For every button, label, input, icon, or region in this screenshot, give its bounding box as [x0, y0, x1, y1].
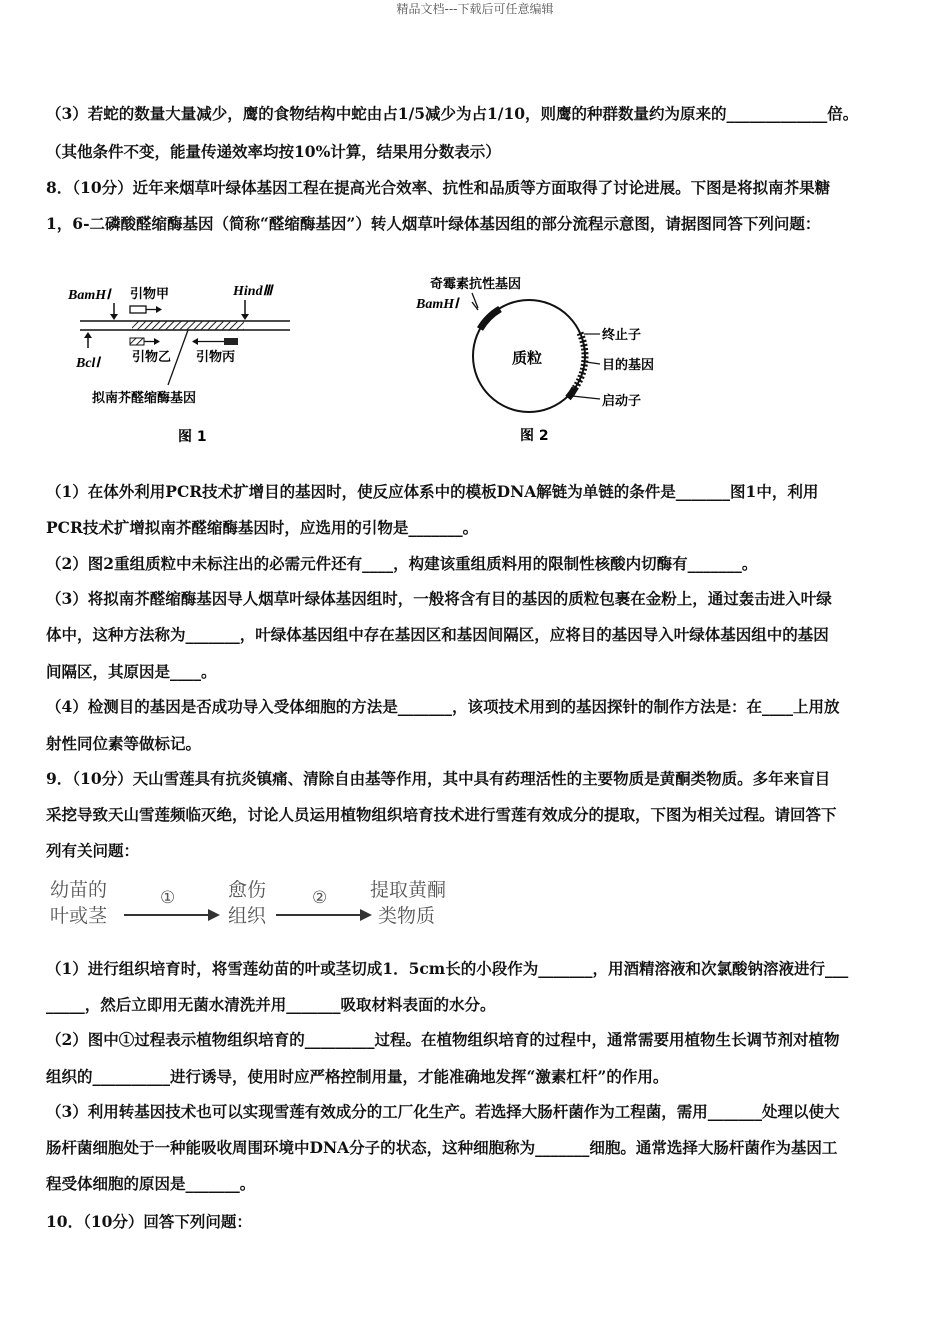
question-9-3: （3）利用转基因技术也可以实现雪莲有效成分的工厂化生产。若选择大肠杆菌作为工程菌，需用_______处理以使大	[46, 1102, 840, 1121]
figure-2-caption: 图 2	[520, 428, 549, 444]
question-9-stem: 采挖导致天山雪莲频临灭绝，讨论人员运用植物组织培育技术进行雪莲有效成分的提取，下图为相关过程。请回答下	[46, 805, 837, 824]
gene-segment	[132, 321, 244, 330]
bamhi-label: BamHⅠ	[68, 288, 111, 303]
flow-diagram	[50, 876, 470, 932]
flow-step-2: 愈伤	[228, 879, 267, 901]
question-8-1: PCR技术扩增拟南芥醛缩酶基因时，应选用的引物是_______。	[46, 518, 479, 537]
flow-step-3: 提取黄酮	[370, 879, 447, 901]
figure-1-caption: 图 1	[178, 429, 207, 445]
plasmid-label: 质粒	[512, 349, 543, 367]
flow-arrow-2-head	[360, 909, 372, 921]
kan-label: 奇霉素抗性基因	[430, 277, 522, 292]
question-9-stem: 9．（10分）天山雪莲具有抗炎镇痛、清除自由基等作用，其中具有药理活性的主要物质是黄酮类物质。多年来盲目	[46, 769, 831, 788]
bcl-label: BclⅠ	[76, 356, 100, 371]
flow-step-3: 类物质	[378, 905, 436, 927]
flow-arrow-1-head	[208, 909, 220, 921]
flow-arrow-1	[124, 914, 210, 916]
flow-step-1: 幼苗的	[50, 879, 108, 901]
question-9-3: 肠杆菌细胞处于一种能吸收周围环境中DNA分子的状态，这种细胞称为_______细胞。通常选择大肠杆菌作为基因工	[46, 1138, 838, 1157]
primer-c-label: 引物丙	[196, 350, 236, 365]
question-8-3: 间隔区，其原因是____。	[46, 662, 217, 681]
question-9-1: （1）进行组织培育时，将雪莲幼苗的叶或茎切成1．5cm长的小段作为_______，用酒精溶液和次氯酸钠溶液进行___	[46, 959, 849, 978]
flow-arrow-2	[276, 914, 362, 916]
terminator-label: 终止子	[602, 328, 642, 343]
question-7-3-note: （其他条件不变，能量传递效率均按10%计算，结果用分数表示）	[46, 142, 501, 161]
promoter-label: 启动子	[602, 394, 642, 409]
header-watermark: 精品文档---下载后可任意编辑	[396, 2, 554, 16]
target-gene-label: 目的基因	[602, 358, 655, 373]
primer-b-label: 引物乙	[132, 350, 172, 365]
flow-step-1: 叶或茎	[50, 905, 108, 927]
hind-label: HindⅢ	[233, 284, 273, 299]
flow-step-1-number: ①	[160, 888, 176, 908]
flow-step-2-number: ②	[312, 888, 328, 908]
primer-a-box	[130, 306, 146, 313]
question-8-3: 体中，这种方法称为_______，叶绿体基因组中存在基因区和基因间隔区，应将目的基因导入叶绿体基因组中的基因	[46, 625, 829, 644]
question-8-stem: 8．（10分）近年来烟草叶绿体基因工程在提高光合效率、抗性和品质等方面取得了讨论进展。下图是将拟南芥果糖	[46, 178, 831, 197]
figure-1	[60, 272, 300, 452]
question-9-3: 程受体细胞的原因是_______。	[46, 1174, 256, 1193]
question-9-1: _____，然后立即用无菌水清洗并用_______吸取材料表面的水分。	[46, 995, 496, 1014]
question-9-2: 组织的__________进行诱导，使用时应严格控制用量，才能准确地发挥“激素杠杆”的作用。	[46, 1067, 669, 1086]
question-9-stem: 列有关问题：	[46, 841, 140, 860]
question-8-2: （2）图2重组质粒中未标注出的必需元件还有____，构建该重组质料用的限制性核酸内切酶有_______。	[46, 554, 758, 573]
gene-label: 拟南芥醛缩酶基因	[92, 391, 197, 406]
question-8-3: （3）将拟南芥醛缩酶基因导人烟草叶绿体基因组时，一般将含有目的基因的质粒包裹在金粉上，通过轰击进入叶绿	[46, 589, 832, 608]
figure-2	[410, 268, 680, 452]
question-10-stem: 10．（10分）回答下列问题：	[46, 1212, 252, 1231]
question-8-stem: 1，6-二磷酸醛缩酶基因（简称“醛缩酶基因”）转人烟草叶绿体基因组的部分流程示意图，请据图同答下列问题：	[46, 214, 821, 233]
question-9-2: （2）图中①过程表示植物组织培育的_________过程。在植物组织培育的过程中，通常需要用植物生长调节剂对植物	[46, 1030, 840, 1049]
bamhi-site-label: BamHⅠ	[416, 297, 459, 312]
question-8-1: （1）在体外利用PCR技术扩增目的基因时，使反应体系中的模板DNA解链为单链的条件是_______图1中，利用	[46, 482, 819, 501]
primer-a-label: 引物甲	[130, 287, 170, 302]
question-7-3: （3）若蛇的数量大量减少，鹰的食物结构中蛇由占1/5减少为占1/10，则鹰的种群数量约为原来的_____________倍。	[46, 104, 859, 123]
question-8-4: （4）检测目的基因是否成功导入受体细胞的方法是_______，该项技术用到的基因探针的制作方法是：在____上用放	[46, 697, 840, 716]
flow-step-2: 组织	[228, 905, 267, 927]
kan-gene-segment	[480, 309, 500, 329]
question-8-4: 射性同位素等做标记。	[46, 734, 202, 753]
